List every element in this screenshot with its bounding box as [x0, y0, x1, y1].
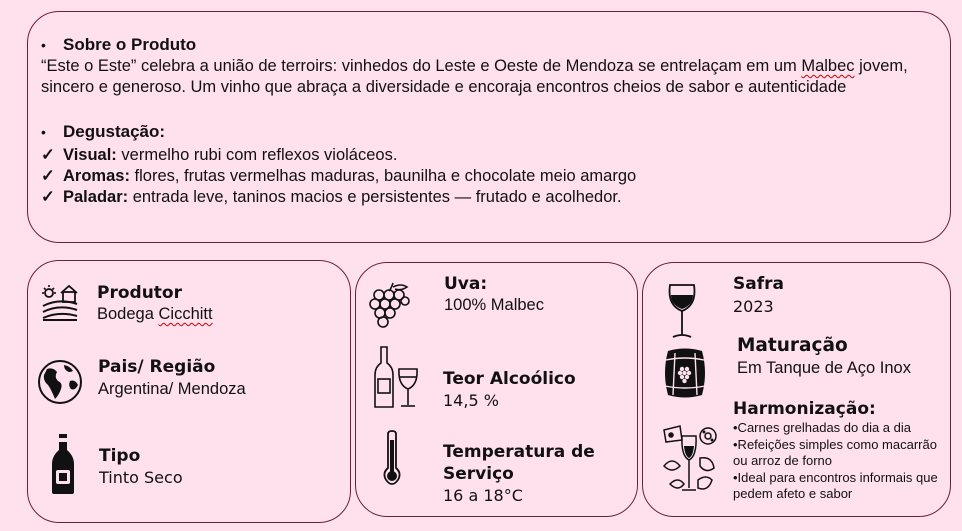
- temperature-label-line1: Temperatura de: [443, 442, 595, 462]
- region-label: Pais/ Região: [98, 357, 216, 377]
- aging-label: Maturação: [737, 335, 848, 356]
- pairing-item: •Refeições simples como macarrão ou arroz de forno: [733, 436, 937, 468]
- malbec-word: Malbec: [801, 57, 855, 75]
- aging-value: Em Tanque de Aço Inox: [737, 359, 911, 377]
- producer-label: Produtor: [97, 283, 182, 303]
- pairing-item: •Ideal para encontros informais que pedem afeto e sabor: [733, 469, 938, 501]
- pairing-item: •Carnes grelhadas do dia a dia: [733, 420, 912, 435]
- temperature-value: 16 a 18°C: [443, 486, 523, 505]
- pairing-label: Harmonização:: [733, 399, 876, 419]
- tasting-heading: • Degustação:: [41, 122, 166, 141]
- temperature-label-line2: Serviço: [443, 464, 514, 484]
- vintage-value: 2023: [733, 297, 774, 316]
- bottle-glass-icon: [374, 345, 420, 409]
- region-value: Argentina/ Mendoza: [98, 380, 246, 398]
- grape-value: 100% Malbec: [444, 296, 544, 314]
- pairing-list: [733, 420, 938, 503]
- thermometer-icon: [381, 430, 403, 486]
- vineyard-icon: [41, 284, 79, 322]
- wine-bottle-icon: [50, 432, 76, 496]
- wine-glass-icon: [667, 283, 697, 339]
- barrel-icon: [662, 347, 708, 399]
- alcohol-label: Teor Alcoólico: [443, 369, 576, 389]
- globe-icon: [37, 359, 83, 405]
- type-label: Tipo: [99, 446, 141, 466]
- type-value: Tinto Seco: [99, 468, 183, 487]
- alcohol-value: 14,5 %: [443, 391, 499, 410]
- tasting-visual: ✓ Visual: vermelho rubi com reflexos violáceos.: [41, 146, 398, 164]
- tasting-palate: ✓ Paladar: entrada leve, taninos macios e persistentes — frutado e acolhedor.: [41, 188, 622, 206]
- producer-value: Bodega Cicchitt: [97, 305, 213, 323]
- about-heading: • Sobre o Produto: [41, 35, 197, 54]
- food-pairing-icon: [660, 422, 720, 498]
- vintage-label: Safra: [733, 274, 784, 294]
- tasting-aromas: ✓ Aromas: flores, frutas vermelhas maduras, baunilha e chocolate meio amargo: [41, 167, 637, 185]
- grapes-icon: [369, 281, 411, 329]
- about-text: “Este o Este” celebra a união de terroirs: vinhedos do Leste e Oeste de Mendoza se entrelaçam em um Malbec jovem, sincero e generoso. Um vinho que abraça a diversidade e encoraja encontros cheios de sabor e autenticidade: [41, 57, 908, 96]
- grape-label: Uva:: [444, 274, 488, 294]
